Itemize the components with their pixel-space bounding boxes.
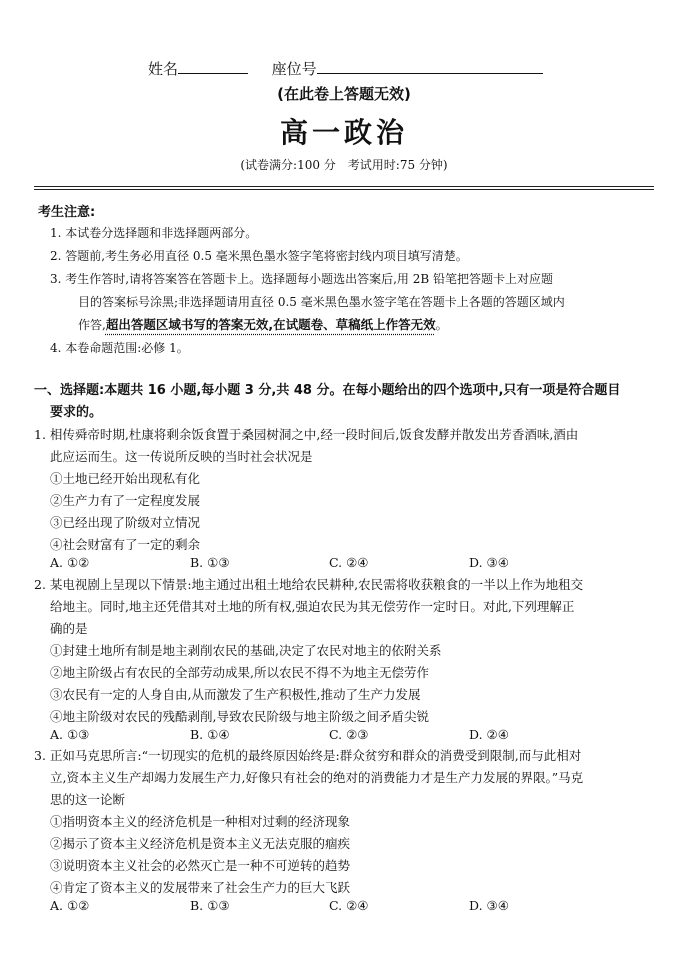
question-3-stem-cont: 思的这一论断 <box>50 792 126 807</box>
question-3-choice-a[interactable]: A. ①② <box>50 898 90 913</box>
question-1-choice-a[interactable]: A. ①② <box>50 555 90 570</box>
question-2-statement: ①封建土地所有制是地主剥削农民的基础,决定了农民对地主的依附关系 <box>50 643 442 658</box>
candidate-info-row <box>148 58 543 79</box>
question-3-statement: ②揭示了资本主义经济危机是资本主义无法克服的痼疾 <box>50 836 351 851</box>
attention-item: 2. 答题前,考生务必用直径 0.5 毫米黑色墨水签字笔将密封线内项目填写清楚。 <box>50 249 468 263</box>
question-1-choice-d[interactable]: D. ③④ <box>469 555 509 570</box>
question-2-statement: ④地主阶级对农民的残酷剥削,导致农民阶级与地主阶级之间矛盾尖锐 <box>50 709 429 724</box>
question-2-choice-b[interactable]: B. ①④ <box>190 727 230 742</box>
question-2-stem-cont: 确的是 <box>50 621 88 636</box>
divider-line <box>34 189 654 190</box>
seat-blank <box>317 59 543 74</box>
section-heading-cont: 要求的。 <box>50 405 103 420</box>
question-2-choice-d[interactable]: D. ②④ <box>469 727 509 742</box>
question-2-stem-cont: 给地主。同时,地主还凭借其对土地的所有权,强迫农民为其无偿劳作一定时日。对此,下列理解正 <box>50 599 575 614</box>
question-2-choice-c[interactable]: C. ②③ <box>329 727 369 742</box>
attention-text: 作答, <box>78 318 106 332</box>
attention-text: 。 <box>435 318 448 332</box>
question-3-statement: ④肯定了资本主义的发展带来了社会生产力的巨大飞跃 <box>50 880 351 895</box>
question-1-choice-b[interactable]: B. ①③ <box>190 555 230 570</box>
question-2-statement: ③农民有一定的人身自由,从而激发了生产积极性,推动了生产力发展 <box>50 687 421 702</box>
attention-item: 1. 本试卷分选择题和非选择题两部分。 <box>50 226 258 240</box>
attention-item-cont <box>78 315 448 333</box>
divider-line <box>34 186 654 187</box>
attention-emphasis: 超出答题区域书写的答案无效,在试题卷、草稿纸上作答无效 <box>105 317 436 332</box>
attention-item-cont: 目的答案标号涂黑;非选择题请用直径 0.5 毫米黑色墨水签字笔在答题卡上各题的答题区域内 <box>78 295 565 309</box>
attention-item: 3. 考生作答时,请将答案答在答题卡上。选择题每小题选出答案后,用 2B 铅笔把答题卡上对应题 <box>50 272 553 286</box>
question-1-statement: ③已经出现了阶级对立情况 <box>50 515 201 530</box>
question-1-statement: ④社会财富有了一定的剩余 <box>50 537 201 552</box>
question-3-choice-b[interactable]: B. ①③ <box>190 898 230 913</box>
section-heading: 一、选择题:本题共 16 小题,每小题 3 分,共 48 分。在每小题给出的四个选项中,只有一项是符合题目 <box>34 383 621 398</box>
question-1-statement: ②生产力有了一定程度发展 <box>50 493 201 508</box>
name-blank <box>178 59 248 74</box>
question-3-stem: 3. 正如马克思所言:“一切现实的危机的最终原因始终是:群众贫穷和群众的消费受到限制,而与此相对 <box>34 748 582 763</box>
attention-item: 4. 本卷命题范围:必修 1。 <box>50 341 189 355</box>
question-1-stem-cont: 此应运而生。这一传说所反映的当时社会状况是 <box>50 449 313 464</box>
question-2-choice-a[interactable]: A. ①③ <box>50 727 90 742</box>
question-3-choice-c[interactable]: C. ②④ <box>329 898 369 913</box>
question-3-statement: ①指明资本主义的经济危机是一种相对过剩的经济现象 <box>50 814 351 829</box>
answer-invalid-notice: (在此卷上答题无效) <box>277 85 411 103</box>
attention-heading: 考生注意: <box>38 205 96 220</box>
question-1-stem: 1. 相传舜帝时期,杜康将剩余饭食置于桑园树洞之中,经一段时间后,饭食发酵并散发出芳香酒味,酒由 <box>34 427 579 442</box>
name-label: 姓名 <box>148 60 179 78</box>
question-1-choice-c[interactable]: C. ②④ <box>329 555 369 570</box>
question-1-statement: ①土地已经开始出现私有化 <box>50 471 201 486</box>
question-2-stem: 2. 某电视剧上呈现以下情景:地主通过出租土地给农民耕种,农民需将收获粮食的一半以上作为地租交 <box>34 577 584 592</box>
seat-label: 座位号 <box>271 60 317 78</box>
exam-subtitle: (试卷满分:100 分 考试用时:75 分钟) <box>240 158 448 172</box>
question-2-statement: ②地主阶级占有农民的全部劳动成果,所以农民不得不为地主无偿劳作 <box>50 665 429 680</box>
question-3-choice-d[interactable]: D. ③④ <box>469 898 509 913</box>
question-3-stem-cont: 立,资本主义生产却竭力发展生产力,好像只有社会的绝对的消费能力才是生产力发展的界限。”马克 <box>50 770 584 785</box>
question-3-statement: ③说明资本主义社会的必然灭亡是一种不可逆转的趋势 <box>50 858 351 873</box>
page-title: 高一政治 <box>279 116 408 149</box>
